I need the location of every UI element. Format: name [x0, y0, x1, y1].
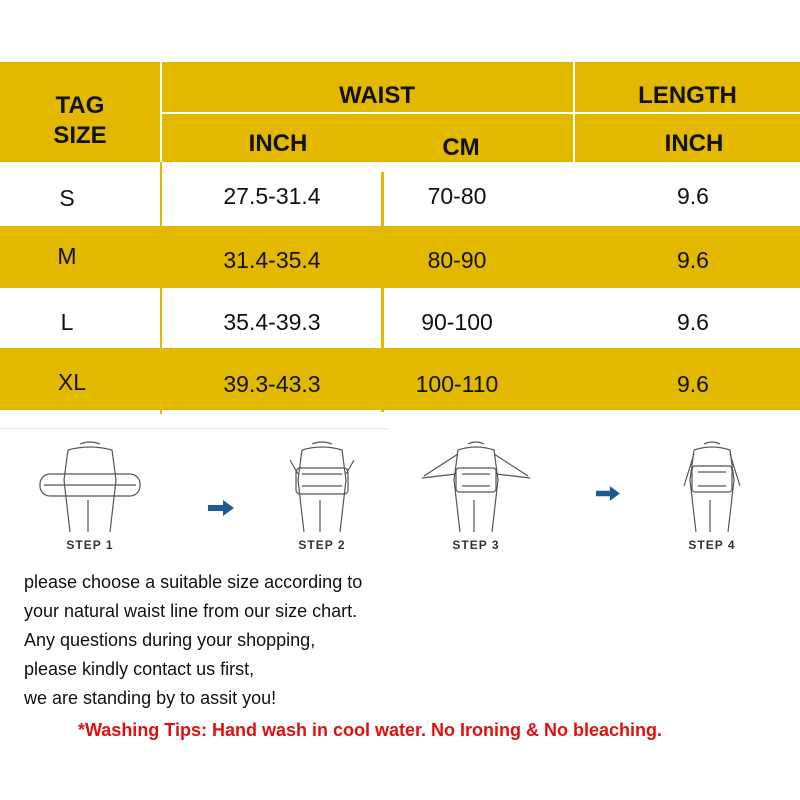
- row-s-inch: 27.5-31.4: [223, 182, 321, 209]
- row-tag-m: M: [57, 242, 77, 269]
- row-tag-s: S: [59, 184, 75, 211]
- row-tag-l: L: [60, 308, 74, 335]
- note-line: your natural waist line from our size chart.: [24, 601, 358, 621]
- row-xl-length: 9.6: [677, 370, 709, 397]
- tag-header-line2: SIZE: [53, 122, 107, 149]
- note-line: we are standing by to assit you!: [24, 688, 277, 708]
- step-3: [416, 440, 536, 565]
- belt-worn-icon: [652, 440, 772, 535]
- size-advice-text: [24, 568, 396, 713]
- step-1-label: STEP 1: [66, 538, 114, 552]
- row-tag-xl: XL: [57, 368, 87, 395]
- row-s-length: 9.6: [677, 182, 709, 209]
- section-divider: [0, 428, 388, 429]
- washing-tips: *Washing Tips: Hand wash in cool water. No Ironing & No bleaching.: [77, 720, 663, 740]
- waist-inch-header: INCH: [248, 130, 308, 157]
- step-3-label: STEP 3: [452, 538, 500, 552]
- row-xl-inch: 39.3-43.3: [223, 370, 321, 397]
- length-inch-header: INCH: [664, 130, 724, 157]
- row-l-length: 9.6: [677, 308, 709, 335]
- usage-steps: [0, 440, 800, 565]
- note-line: Any questions during your shopping,: [24, 630, 316, 650]
- length-header: LENGTH: [638, 82, 737, 109]
- step-2-label: STEP 2: [298, 538, 346, 552]
- row-l-cm: 90-100: [421, 308, 493, 335]
- tag-header-line1: TAG: [55, 92, 105, 119]
- note-line: please kindly contact us first,: [24, 659, 255, 679]
- arrow-right-icon: [596, 486, 620, 501]
- step-4-label: STEP 4: [688, 538, 736, 552]
- size-chart-table: [0, 62, 800, 414]
- note-line: please choose a suitable size according to: [24, 572, 363, 592]
- grid-line: [162, 112, 800, 114]
- row-xl-cm: 100-110: [415, 370, 499, 397]
- waist-cm-header: CM: [442, 134, 480, 161]
- arrow-right-icon: [208, 500, 234, 516]
- step-2: [262, 440, 382, 565]
- waist-header: WAIST: [339, 82, 415, 109]
- step-4: [652, 440, 772, 565]
- wrap-belt-icon: [30, 440, 150, 535]
- row-l-inch: 35.4-39.3: [223, 308, 321, 335]
- pull-straps-icon: [416, 440, 536, 535]
- row-s-cm: 70-80: [427, 182, 487, 209]
- row-m-inch: 31.4-35.4: [223, 246, 321, 273]
- step-1: [30, 440, 150, 565]
- fasten-belt-icon: [262, 440, 382, 535]
- row-m-cm: 80-90: [427, 246, 487, 273]
- row-m-length: 9.6: [677, 246, 709, 273]
